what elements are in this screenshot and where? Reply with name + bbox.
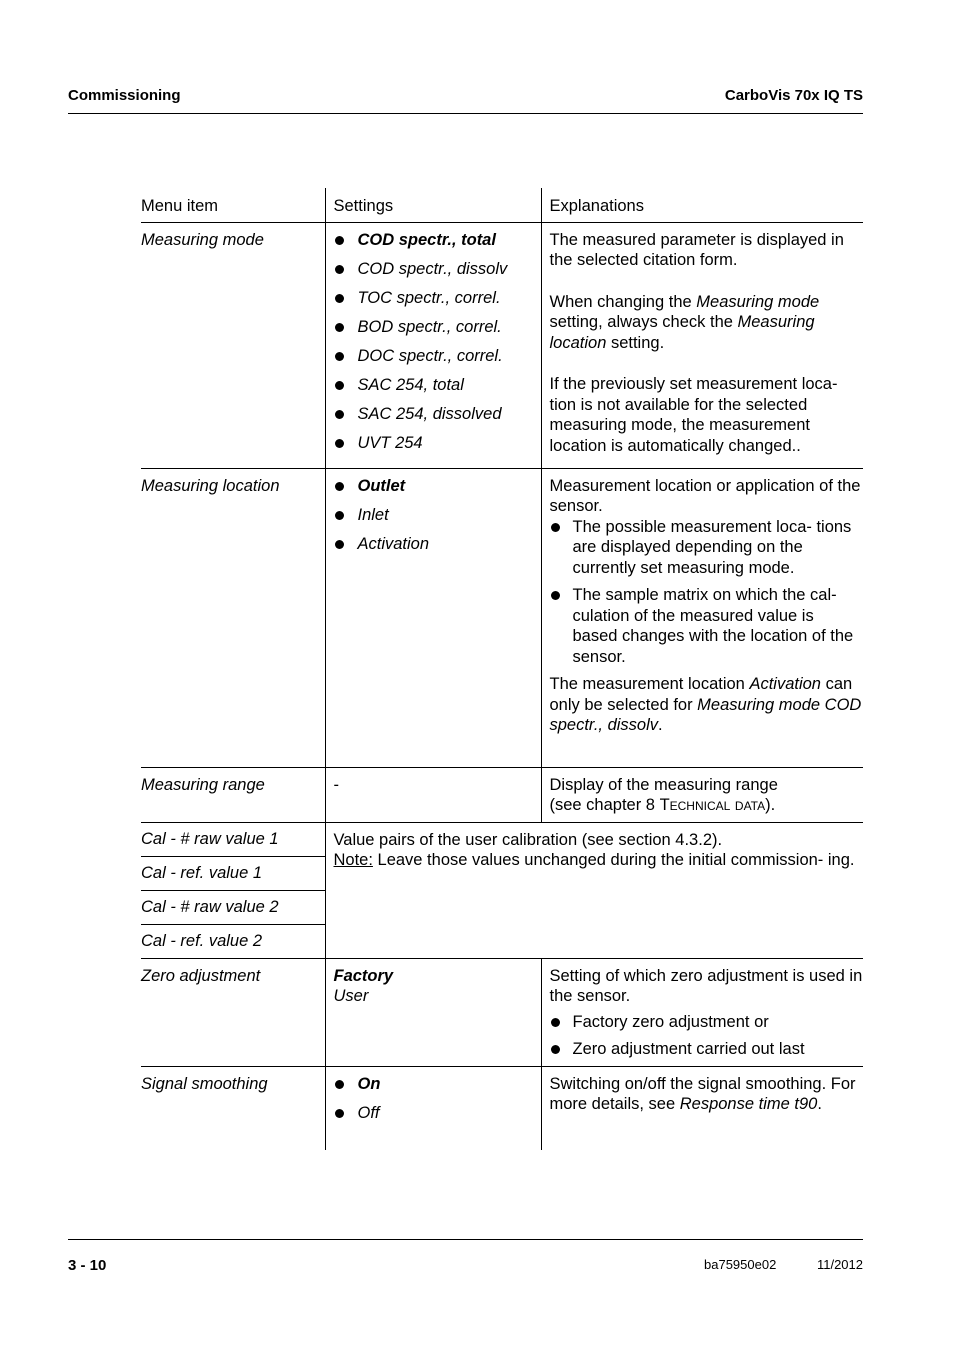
explanation-measuring-location [541, 468, 863, 767]
menu-item-measuring-location: Measuring location [141, 468, 325, 767]
option-cod-total: COD spectr., total [334, 230, 541, 251]
settings-signal-smoothing [325, 1066, 541, 1150]
option-activation: Activation [334, 534, 541, 555]
running-header-product: CarboVis 70x IQ TS [724, 87, 863, 104]
settings-measuring-mode [325, 222, 541, 468]
explanation-text: Display of the measuring range [549, 775, 778, 794]
option-outlet: Outlet [334, 476, 541, 497]
menu-item-cal-ref-2: Cal - ref. value 2 [141, 924, 325, 958]
list-item: The sample matrix on which the cal- culation of the measured value is based changes with the location of the sensor. [550, 585, 864, 667]
explanation-measuring-mode [541, 222, 863, 468]
menu-item-measuring-mode: Measuring mode [141, 222, 325, 468]
explanation-bullets [550, 517, 864, 668]
menu-item-cal-ref-1: Cal - ref. value 1 [141, 856, 325, 890]
explanation-text: When changing the Measuring mode setting, always check the Measuring location setting. [549, 292, 820, 352]
explanation-text: Switching on/off the signal smoothing. For more details, see Response time t90. [549, 1074, 856, 1113]
settings-zero-adjustment [325, 958, 541, 1066]
option-sac-total: SAC 254, total [334, 375, 541, 396]
explanation-bullets [550, 1012, 864, 1060]
option-off: Off [334, 1103, 541, 1124]
explanation-text: Setting of which zero adjustment is used in the sensor. [549, 966, 863, 1005]
menu-item-measuring-range: Measuring range [141, 767, 325, 822]
table-header-row [141, 188, 863, 222]
explanation-text: Value pairs of the user calibration (see section 4.3.2). [333, 830, 723, 849]
explanation-text: The measurement location Activation can only be selected for Measuring mode COD spectr., dissolv. [549, 675, 862, 734]
option-uvt: UVT 254 [334, 433, 541, 454]
document-id: ba75950e02 [704, 1257, 777, 1272]
footer-rule [68, 1239, 863, 1240]
settings-measuring-range: - [325, 767, 541, 822]
option-cod-dissolv: COD spectr., dissolv [334, 259, 541, 280]
option-doc: DOC spectr., correl. [334, 346, 541, 367]
header-rule [68, 113, 863, 114]
option-factory: Factory [333, 966, 394, 985]
explanation-text: Measurement location or application of the sensor. [549, 476, 861, 515]
menu-item-cal-raw-1: Cal - # raw value 1 [141, 822, 325, 856]
table-row-measuring-range [141, 767, 863, 822]
option-sac-dissolved: SAC 254, dissolved [334, 404, 541, 425]
menu-item-cal-raw-2: Cal - # raw value 2 [141, 890, 325, 924]
explanation-text: (see chapter 8 Technical data). [549, 796, 776, 814]
list-item: Factory zero adjustment or [550, 1012, 864, 1033]
option-toc: TOC spectr., correl. [334, 288, 541, 309]
explanation-text: Note: Leave those values unchanged during the initial commission- ing. [333, 851, 855, 869]
table-row-signal-smoothing [141, 1066, 863, 1150]
settings-measuring-location [325, 468, 541, 767]
explanation-text: If the previously set measurement loca- tion is not available for the selected measuring mode, the measurement location is automatically changed.. [549, 375, 838, 455]
document-date: 11/2012 [816, 1257, 863, 1272]
menu-item-zero-adjustment: Zero adjustment [141, 958, 325, 1066]
option-inlet: Inlet [334, 505, 541, 526]
table-row-zero-adjustment [141, 958, 863, 1066]
column-header-menu-item: Menu item [141, 197, 219, 215]
explanation-signal-smoothing [541, 1066, 863, 1150]
table-row-measuring-mode [141, 222, 863, 468]
running-header-section: Commissioning [68, 87, 181, 104]
explanation-text: The measured parameter is displayed in the selected citation form. [549, 230, 844, 269]
list-item: The possible measurement loca- tions are displayed depending on the currently set measuring mode. [550, 517, 864, 579]
page-number: 3 - 10 [68, 1257, 107, 1274]
menu-item-signal-smoothing: Signal smoothing [141, 1066, 325, 1150]
option-bod: BOD spectr., correl. [334, 317, 541, 338]
option-on: On [334, 1074, 541, 1095]
option-user: User [333, 987, 369, 1005]
explanation-measuring-range [541, 767, 863, 822]
column-header-explanations: Explanations [541, 188, 863, 222]
list-item: Zero adjustment carried out last [550, 1039, 864, 1060]
table-row-cal-raw-1 [141, 822, 863, 856]
explanation-calibration [325, 822, 863, 958]
menu-settings-table [141, 188, 863, 1150]
column-header-settings: Settings [325, 188, 541, 222]
explanation-zero-adjustment [541, 958, 863, 1066]
table-row-measuring-location [141, 468, 863, 767]
